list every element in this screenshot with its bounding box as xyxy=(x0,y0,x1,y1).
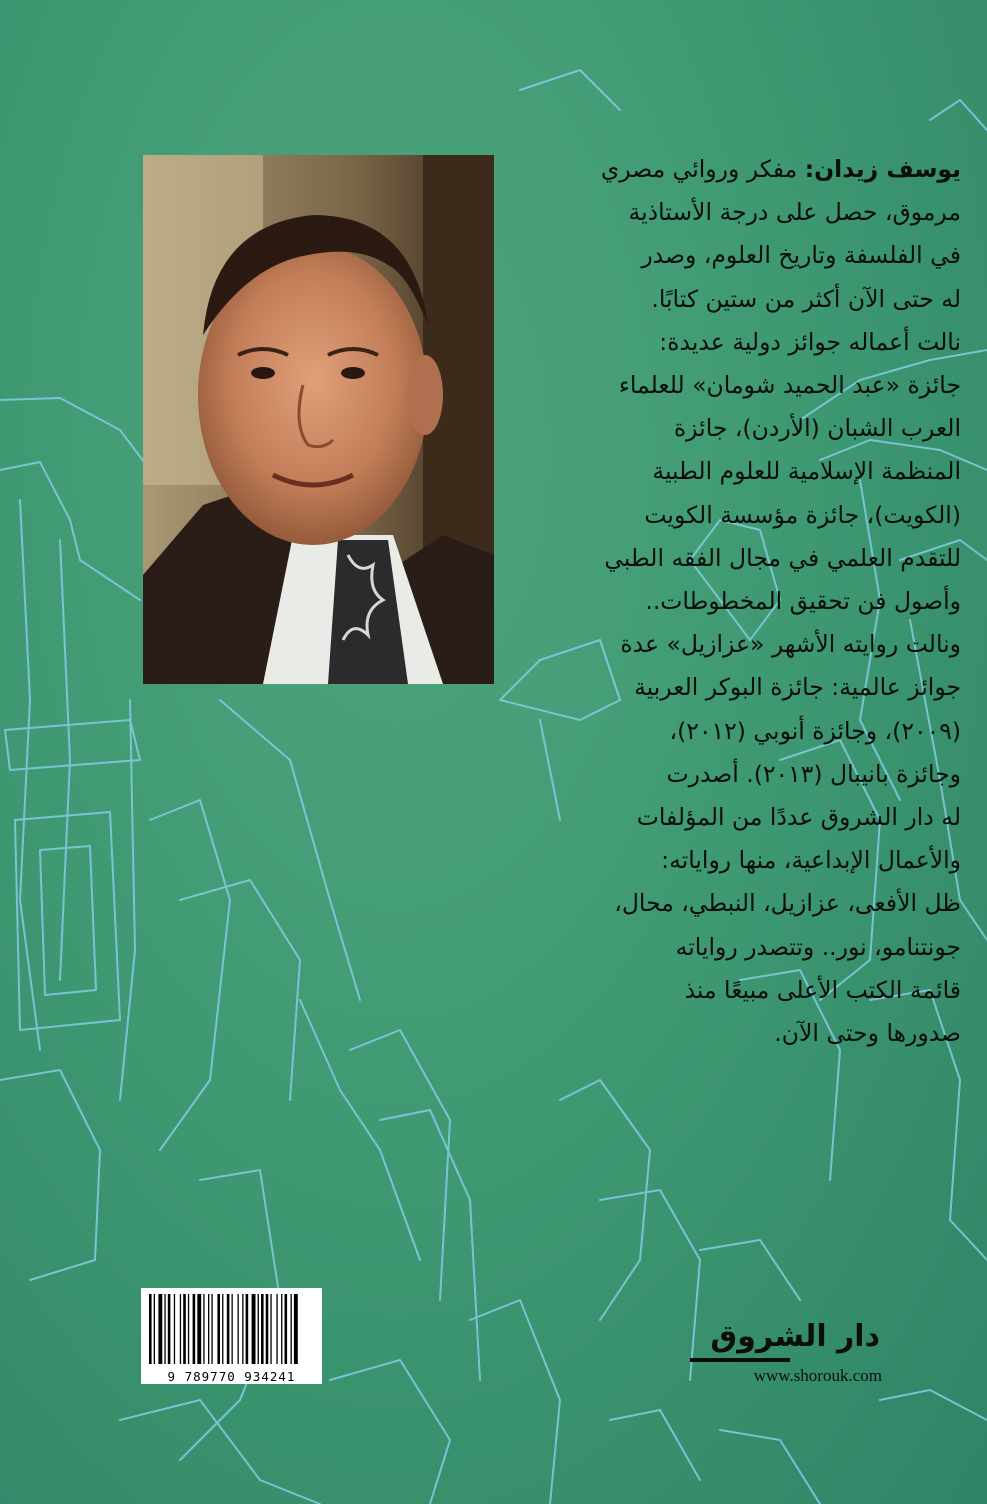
author-name: يوسف زيدان: xyxy=(804,155,961,183)
author-bio xyxy=(505,148,961,1055)
bio-line: له دار الشروق عددًا من المؤلفات xyxy=(636,803,961,832)
bio-line: جونتنامو، نور.. وتتصدر رواياته xyxy=(675,932,961,961)
bio-line: صدورها وحتى الآن. xyxy=(774,1019,961,1048)
bio-line: مرموق، حصل على درجة الأستاذية xyxy=(628,198,961,227)
bio-line: (الكويت)، جائزة مؤسسة الكويت xyxy=(644,500,961,529)
bio-line: ظل الأفعى، عزازيل، النبطي، محال، xyxy=(614,889,961,918)
bio-line: (٢٠٠٩)، وجائزة أنوبي (٢٠١٢)، xyxy=(669,716,961,745)
barcode-digits: 9 789770 934241 xyxy=(167,1369,296,1384)
bio-line: للتقدم العلمي في مجال الفقه الطبي xyxy=(604,543,961,572)
publisher-url: www.shorouk.com xyxy=(753,1366,882,1385)
bio-line: وأصول فن تحقيق المخطوطات.. xyxy=(645,587,961,616)
publisher-logo-underline xyxy=(690,1356,790,1364)
isbn-barcode xyxy=(141,1288,322,1384)
bio-line: والأعمال الإبداعية، منها رواياته: xyxy=(661,846,961,875)
bio-line: وجائزة بانيبال (٢٠١٣). أصدرت xyxy=(666,759,961,788)
barcode-bars xyxy=(141,1288,322,1368)
bio-line: العرب الشبان (الأردن)، جائزة xyxy=(673,414,961,443)
bio-line: المنظمة الإسلامية للعلوم الطبية xyxy=(652,457,961,486)
bio-line: يوسف زيدان: مفكر وروائي مصري xyxy=(600,155,961,183)
bio-line: قائمة الكتب الأعلى مبيعًا منذ xyxy=(684,975,961,1004)
bio-line: نالت أعماله جوائز دولية عديدة: xyxy=(659,327,961,356)
bio-line: ونالت روايته الأشهر «عزازيل» عدة xyxy=(620,630,961,659)
publisher-logo: دار الشروق xyxy=(710,1319,880,1354)
bio-line: جائزة «عبد الحميد شومان» للعلماء xyxy=(618,371,961,400)
bio-line: له حتى الآن أكثر من ستين كتابًا. xyxy=(651,284,961,313)
bio-line: جوائز عالمية: جائزة البوكر العربية xyxy=(634,673,961,702)
author-photo xyxy=(143,155,494,684)
bio-line: في الفلسفة وتاريخ العلوم، وصدر xyxy=(641,241,961,270)
